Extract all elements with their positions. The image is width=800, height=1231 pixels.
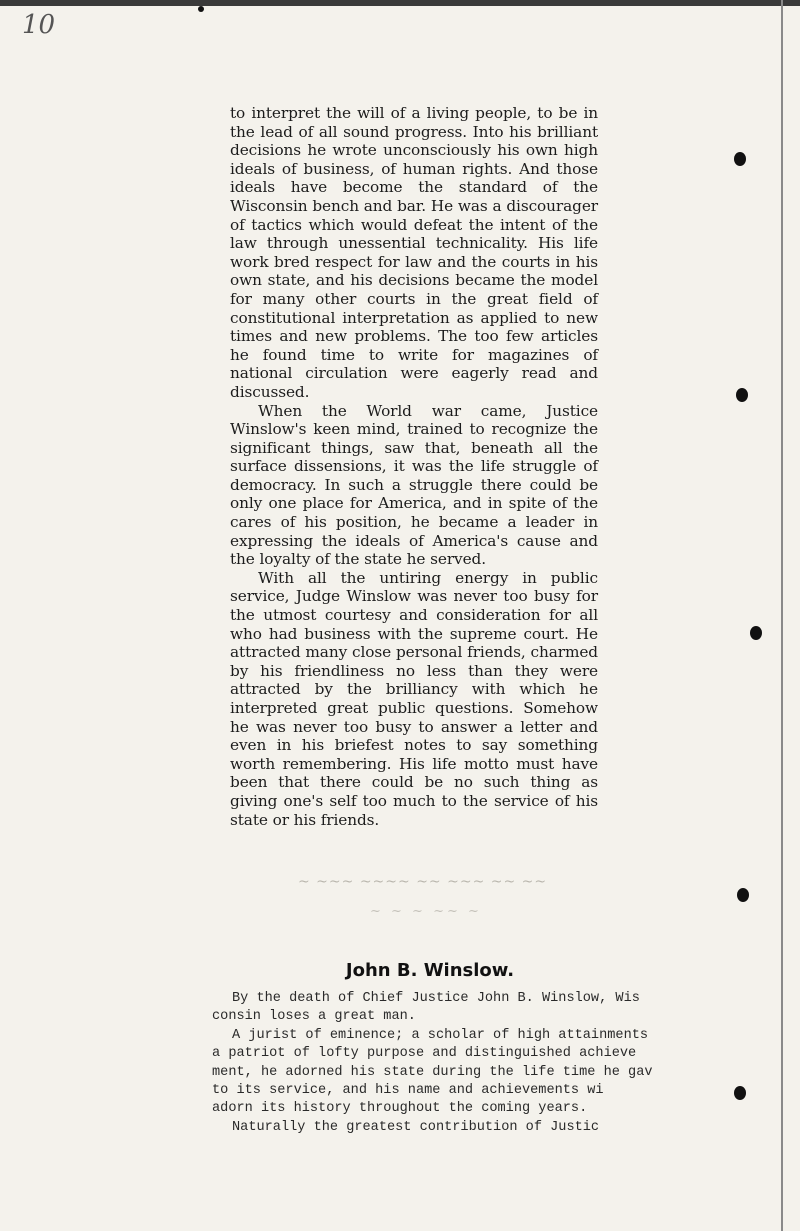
binding-hole — [734, 1086, 746, 1100]
clipping-line: Naturally the greatest contribution of Justic — [232, 1119, 600, 1135]
article-paragraph: to interpret the will of a living people, to be in the lead of all sound progress. Into his brilliant decisions he wrote unconsciously his own high ideals of business, of human rights. And those ideals have become the standard of the Wisconsin bench and bar. He was a discourager of tactics which would defeat the intent of the law through unessential technicality. His life work bred respect for law and the courts in his own state, and his decisions became the model for many other courts in the great field of constitutional interpretation as applied to new times and new problems. The too few articles he found time to write for magazines of national circulation were eagerly read and discussed. — [230, 104, 598, 401]
newspaper-clipping — [212, 990, 653, 1137]
clipping-line: to its service, and his name and achievements wi — [212, 1083, 604, 1099]
pencil-scribble: ~ ~~~ ~~~~ ~~ ~~~ ~~ ~~ — [298, 874, 548, 890]
clipping-line: consin loses a great man. — [212, 1009, 416, 1025]
article-paragraph: When the World war came, Justice Winslow's keen mind, trained to recognize the significant things, saw that, beneath all the surface dissensions, it was the life struggle of democracy. In such a struggle there could be only one place for America, and in spite of the cares of his position, he became a leader in expressing the ideals of America's cause and the loyalty of the state he served. — [230, 401, 598, 569]
article-paragraph: With all the untiring energy in public service, Judge Winslow was never too busy for the utmost courtesy and consideration for all who had business with the supreme court. He attracted many close personal friends, charmed by his friendliness no less than they were attracted by the brilliancy with which he interpreted great public questions. Somehow he was never too busy to answer a letter and even in his briefest notes to say something worth remembering. His life motto must have been that there could be no such thing as giving one's self too much to the service of his state or his friends. — [230, 568, 598, 829]
clipping-line: A jurist of eminence; a scholar of high attainments — [232, 1027, 649, 1043]
clipping-line: ment, he adorned his state during the life time he gav — [212, 1064, 653, 1080]
clipping-headline: John B. Winslow. — [345, 960, 515, 981]
right-margin-line — [781, 0, 783, 1231]
ink-dot — [198, 6, 204, 12]
binding-hole — [734, 152, 746, 166]
clipping-line: By the death of Chief Justice John B. Winslow, Wis — [232, 991, 640, 1006]
editorial-article — [230, 104, 598, 829]
pencil-scribble: ~ ~ ~ ~~ ~ — [370, 904, 482, 919]
top-border — [0, 0, 800, 6]
clipping-line: adorn its history throughout the coming years. — [212, 1101, 588, 1117]
binding-hole — [737, 888, 749, 902]
page-number: 10 — [22, 10, 56, 40]
binding-hole — [736, 388, 748, 402]
clipping-line: a patriot of lofty purpose and distinguished achieve — [212, 1046, 637, 1062]
binding-hole — [750, 626, 762, 640]
